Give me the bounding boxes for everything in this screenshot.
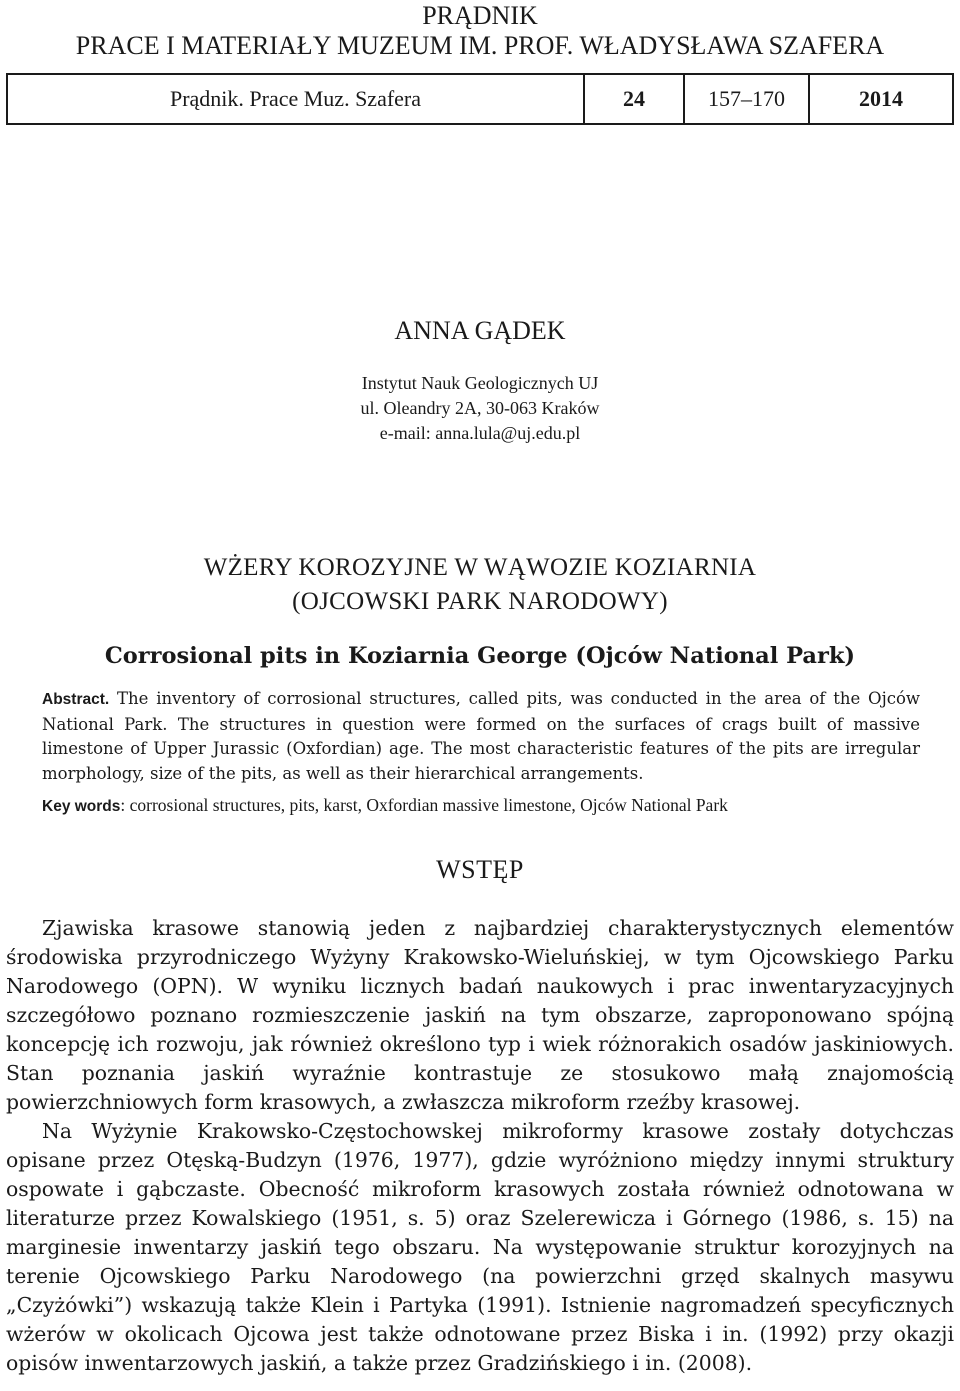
article-title-english: Corrosional pits in Koziarnia George (Ojców National Park) <box>104 643 856 669</box>
citation-journal-abbrev: Prądnik. Prace Muz. Szafera <box>169 86 422 111</box>
author-name: ANNA GĄDEK <box>394 316 566 345</box>
citation-year: 2014 <box>808 75 952 123</box>
section-body <box>6 914 954 1378</box>
paragraph: Na Wyżynie Krakowsko-Częstochowskej mikroformy krasowe zostały dotychczas opisane przez Otęską-Budzyn (1976, 1977), gdzie wyróżniono między innymi struktury ospowate i gąbczaste. Obecność mikroform krasowych została również odnotowana w literaturze przez Kowalskiego (1951, s. 5) oraz Szelerewicza i Górnego (1986, s. 15) na marginesie inwentarzy jaskiń tego obszaru. Na występowanie struktur korozyjnych na terenie Ojcowskiego Parku Narodowego (na powierzchni grzęd skalnych masywu „Czyżówki”) wskazują także Klein i Partyka (1991). Istnienie nagromadzeń specyficznych wżerów w okolicach Ojcowa jest także odnotowane przez Biska i in. (1992) przy okazji opisów inwentarzowych jaskiń, a także przez Gradzińskiego i in. (2008). <box>6 1119 954 1375</box>
author-email: e-mail: anna.lula@uj.edu.pl <box>379 423 581 443</box>
article-title <box>0 551 960 619</box>
citation-volume: 24 <box>583 75 683 123</box>
keywords-label: Key words <box>42 798 121 815</box>
abstract-text: The inventory of corrosional structures, called pits, was conducted in the area of the Ojców National Park. The structures in question were formed on the surfaces of crags built of massive limestone of Upper Jurassic (Oxfordian) age. The most characteristic features of the pits are irregular morphology, size of the pits, as well as their hierarchical arrangements. <box>42 689 920 783</box>
citation-table <box>6 73 954 125</box>
section-heading: WSTĘP <box>436 855 524 884</box>
author-affiliation: Instytut Nauk Geologicznych UJ <box>361 373 599 393</box>
journal-name: PRĄDNIK <box>422 1 538 30</box>
citation-pages: 157–170 <box>683 75 808 123</box>
article-title-line1: WŻERY KOROZYJNE W WĄWOZIE KOZIARNIA <box>203 554 757 581</box>
author-address: ul. Oleandry 2A, 30-063 Kraków <box>360 398 600 418</box>
abstract <box>42 687 920 786</box>
paragraph: Zjawiska krasowe stanowią jeden z najbardziej charakterystycznych elementów środowiska przyrodniczego Wyżyny Krakowsko-Wieluńskiej, w tym Ojcowskiego Parku Narodowego (OPN). W wyniku licznych badań naukowych i prac inwentaryzacyjnych szczegółowo poznano rozmieszczenie jaskiń na tym obszarze, zaproponowano spójną koncepcję ich rozwoju, jak również określono typ i wiek różnorakich osadów jaskiniowych. Stan poznania jaskiń wyraźnie kontrastuje ze stosukowo małą znajomością powierzchniowych form krasowych, a zwłaszcza mikroform rzeźby krasowej. <box>6 916 954 1114</box>
author-affiliation-block <box>0 371 960 446</box>
keywords <box>42 793 932 819</box>
journal-subtitle: PRACE I MATERIAŁY MUZEUM IM. PROF. WŁADYSŁAWA SZAFERA <box>75 31 885 60</box>
abstract-label: Abstract. <box>42 691 110 708</box>
keywords-text: : corrosional structures, pits, karst, Oxfordian massive limestone, Ojców National Park <box>120 795 728 815</box>
article-title-line2: (OJCOWSKI PARK NARODOWY) <box>292 588 668 615</box>
